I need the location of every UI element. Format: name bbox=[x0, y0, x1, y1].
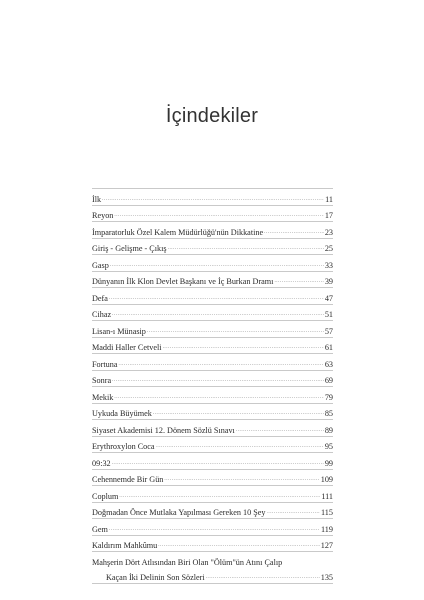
toc-entry-title: 09:32 bbox=[92, 458, 111, 468]
toc-entry[interactable] bbox=[92, 536, 333, 553]
table-of-contents bbox=[92, 188, 333, 584]
dot-leader bbox=[114, 393, 323, 403]
toc-entry[interactable] bbox=[92, 288, 333, 305]
dot-leader bbox=[158, 541, 319, 551]
toc-entry-title: Fortuna bbox=[92, 359, 118, 369]
toc-entry-page: 17 bbox=[324, 211, 333, 220]
toc-entry-page: 69 bbox=[324, 376, 333, 385]
toc-entry[interactable] bbox=[92, 239, 333, 256]
toc-entry-page: 51 bbox=[324, 310, 333, 319]
toc-entry-title: Sonra bbox=[92, 376, 112, 385]
toc-entry-page: 127 bbox=[320, 541, 333, 550]
dot-leader bbox=[267, 508, 321, 518]
toc-entry[interactable] bbox=[92, 420, 333, 437]
toc-entry-page: 25 bbox=[324, 244, 333, 253]
dot-leader bbox=[119, 492, 320, 502]
dot-leader bbox=[274, 277, 323, 287]
toc-entry-page: 95 bbox=[324, 442, 333, 451]
toc-entry[interactable] bbox=[92, 338, 333, 355]
toc-entry[interactable] bbox=[92, 404, 333, 421]
toc-entry[interactable] bbox=[92, 503, 333, 520]
toc-entry-title: Gem bbox=[92, 524, 108, 534]
toc-entry[interactable] bbox=[92, 486, 333, 503]
toc-entry[interactable] bbox=[92, 552, 333, 568]
toc-entry-page: 79 bbox=[324, 392, 333, 402]
toc-entry-page: 57 bbox=[324, 326, 333, 336]
dot-leader bbox=[110, 261, 324, 271]
toc-entry-title: Reyon bbox=[92, 211, 114, 220]
toc-entry-page: 23 bbox=[324, 227, 333, 237]
dot-leader bbox=[112, 459, 324, 469]
dot-leader bbox=[156, 442, 324, 452]
toc-entry[interactable] bbox=[92, 222, 333, 239]
toc-entry-title: Defa bbox=[92, 293, 108, 303]
dot-leader bbox=[147, 327, 324, 337]
toc-entry-page: 109 bbox=[320, 475, 333, 484]
toc-entry-title: Cehennemde Bir Gün bbox=[92, 475, 164, 484]
toc-entry-title: Giriş - Gelişme - Çıkış bbox=[92, 244, 167, 253]
toc-entry-continuation[interactable] bbox=[92, 568, 333, 585]
toc-entry[interactable] bbox=[92, 371, 333, 388]
toc-entry-title: Mekik bbox=[92, 392, 114, 402]
toc-entry[interactable] bbox=[92, 437, 333, 454]
toc-entry[interactable] bbox=[92, 387, 333, 404]
toc-entry[interactable] bbox=[92, 255, 333, 272]
toc-entry-title: Siyaset Akademisi 12. Dönem Sözlü Sınavı bbox=[92, 425, 235, 435]
toc-entry-title: Doğmadan Önce Mutlaka Yapılması Gereken 10 Şey bbox=[92, 508, 266, 517]
toc-entry-title: Erythroxylon Coca bbox=[92, 442, 155, 451]
toc-entry-page: 119 bbox=[321, 524, 333, 534]
toc-entry-title: Coplum bbox=[92, 491, 119, 501]
toc-entry[interactable] bbox=[92, 188, 333, 206]
toc-entry-page: 47 bbox=[324, 293, 333, 303]
page-title: İçindekiler bbox=[165, 105, 259, 128]
dot-leader bbox=[112, 376, 324, 386]
toc-entry-title: Gasp bbox=[92, 260, 109, 270]
dot-leader bbox=[114, 211, 323, 221]
toc-entry-page: 115 bbox=[321, 508, 333, 517]
toc-entry[interactable] bbox=[92, 470, 333, 487]
toc-entry[interactable] bbox=[92, 354, 333, 371]
dot-leader bbox=[153, 409, 324, 419]
toc-entry[interactable] bbox=[92, 453, 333, 470]
toc-entry[interactable] bbox=[92, 305, 333, 322]
dot-leader bbox=[168, 244, 324, 254]
toc-entry-title: İmparatorluk Özel Kalem Müdürlüğü'nün Dikkatine bbox=[92, 227, 264, 237]
toc-entry-page: 85 bbox=[324, 409, 333, 418]
toc-entry-title: Maddi Haller Cetveli bbox=[92, 343, 162, 352]
dot-leader bbox=[118, 360, 323, 370]
dot-leader bbox=[109, 294, 324, 304]
toc-entry-page: 111 bbox=[321, 491, 333, 501]
toc-entry-page: 63 bbox=[324, 359, 333, 369]
toc-entry-title: Dünyanın İlk Klon Devlet Başkanı ve İç Burkan Dramı bbox=[92, 277, 274, 286]
toc-entry-title: Uykuda Büyümek bbox=[92, 409, 152, 418]
toc-entry-title: Lisan-ı Münasip bbox=[92, 326, 146, 336]
toc-entry[interactable] bbox=[92, 321, 333, 338]
toc-entry-page: 89 bbox=[324, 425, 333, 435]
toc-entry-title: Cihaz bbox=[92, 310, 112, 319]
toc-entry-title: İlk bbox=[92, 194, 102, 204]
dot-leader bbox=[112, 310, 324, 320]
toc-entry-page: 11 bbox=[325, 194, 333, 204]
toc-entry-title: Kaldırım Mahkûmu bbox=[92, 541, 158, 550]
dot-leader bbox=[163, 343, 324, 353]
toc-entry-page: 99 bbox=[324, 458, 333, 468]
dot-leader bbox=[264, 228, 324, 238]
dot-leader bbox=[109, 525, 320, 535]
toc-entry-page: 33 bbox=[324, 260, 333, 270]
dot-leader bbox=[236, 426, 324, 436]
toc-entry[interactable] bbox=[92, 272, 333, 289]
dot-leader bbox=[164, 475, 319, 485]
toc-entry-page: 135 bbox=[320, 573, 333, 582]
toc-entry-title: Mahşerin Dört Atlısından Biri Olan "Ölüm"ün Atını Çalıp bbox=[92, 557, 283, 567]
toc-entry-title-continuation: Kaçan İki Delinin Son Sözleri bbox=[106, 573, 205, 582]
toc-entry[interactable] bbox=[92, 206, 333, 223]
toc-entry[interactable] bbox=[92, 519, 333, 536]
dot-leader bbox=[206, 573, 320, 583]
toc-entry-page: 39 bbox=[324, 277, 333, 286]
dot-leader bbox=[102, 195, 324, 205]
toc-entry-page: 61 bbox=[324, 343, 333, 352]
